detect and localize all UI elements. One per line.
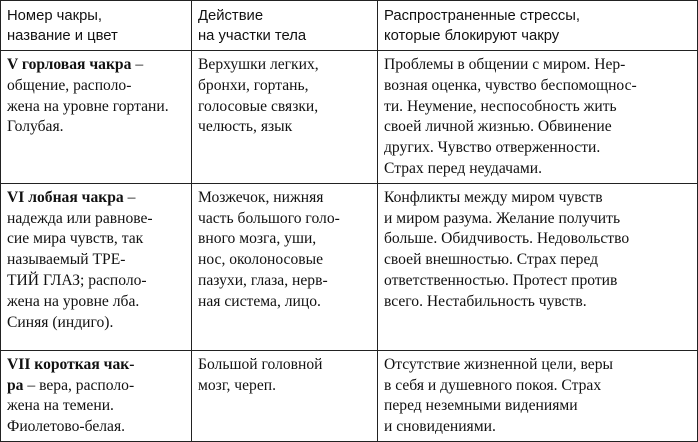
header-chakra-line: название и цвет	[7, 28, 118, 44]
body-parts-line: нос, околоносовые	[198, 251, 324, 269]
body-parts-line: вного мозга, уши,	[198, 230, 317, 248]
stresses-line: своей личной жизнью. Обвинение	[384, 118, 612, 136]
chakra-dash: – вера, располо-	[23, 376, 135, 394]
chakra-desc-line: Голубая.	[7, 118, 64, 136]
chakra-desc-line: Фиолетово-белая.	[7, 418, 126, 436]
stresses-line: и сновидениями.	[384, 418, 496, 436]
chakra-title: VII короткая чак-	[7, 355, 135, 373]
stresses-line: ти. Неумение, неспособность жить	[384, 97, 617, 115]
stresses-line: ответственностью. Протест против	[384, 271, 618, 289]
body-parts-line: часть большого голо-	[198, 209, 340, 227]
body-parts-line: пазухи, глаза, нерв-	[198, 271, 328, 289]
chakra-desc-line: жена на уровне лба.	[7, 292, 140, 310]
body-parts-line: ная система, лицо.	[198, 292, 321, 310]
chakra-desc-line: жена на темени.	[7, 397, 114, 415]
body-parts-cell	[192, 51, 378, 184]
header-chakra-line: Номер чакры,	[7, 8, 103, 24]
body-parts-line: челюсть, язык	[198, 118, 293, 136]
chakra-title: V горловая чакра	[7, 56, 132, 73]
chakra-cell	[1, 350, 192, 441]
chakra-desc-line: надежда или равнове-	[7, 209, 153, 227]
header-chakra	[1, 1, 192, 51]
header-body-parts	[192, 1, 378, 51]
header-stresses-line: Распространенные стрессы,	[384, 8, 581, 24]
body-parts-line: голосовые связки,	[198, 97, 319, 115]
stresses-line: других. Чувство отверженности.	[384, 139, 601, 157]
chakra-cell	[1, 51, 192, 184]
chakra-desc-line: называемый ТРЕ-	[7, 251, 126, 269]
body-parts-line: Мозжечок, нижняя	[198, 188, 324, 206]
header-body-parts-line: Действие	[198, 8, 264, 24]
header-stresses-line: которые блокируют чакру	[384, 28, 560, 44]
chakra-title-line	[7, 55, 185, 76]
stresses-line: перед неземными видениями	[384, 397, 578, 415]
chakra-title-cont: ра	[7, 376, 24, 394]
stresses-line: Отсутствие жизненной цели, веры	[384, 355, 613, 373]
stresses-line: возная оценка, чувство беспомощнос-	[384, 76, 637, 94]
body-parts-cell	[192, 350, 378, 441]
chakra-desc-line: Синяя (индиго).	[7, 313, 114, 331]
header-stresses	[378, 1, 698, 51]
body-parts-line: Верхушки легких,	[198, 56, 319, 73]
stresses-cell	[378, 183, 698, 350]
header-body-parts-line: на участки тела	[198, 28, 307, 44]
chakra-desc-line: ТИЙ ГЛАЗ; располо-	[7, 271, 147, 289]
chakra-dash: –	[123, 188, 136, 206]
body-parts-cell	[192, 183, 378, 350]
stresses-line: Страх перед неудачами.	[384, 159, 543, 177]
stresses-cell	[378, 51, 698, 184]
chakra-title-line	[7, 376, 185, 397]
stresses-line: своей внешностью. Страх перед	[384, 251, 599, 269]
stresses-line: в себя и душевного покоя. Страх	[384, 376, 602, 394]
stresses-line: Конфликты между миром чувств	[384, 188, 603, 206]
body-parts-line: Большой головной	[198, 355, 323, 373]
table-row	[1, 350, 698, 441]
stresses-line: всего. Нестабильность чувств.	[384, 292, 587, 310]
stresses-line: и миром разума. Желание получить	[384, 209, 621, 227]
chakra-title: VI лобная чакра	[7, 188, 124, 206]
chakra-dash: –	[131, 56, 144, 73]
stresses-cell	[378, 350, 698, 441]
body-parts-line: бронхи, гортань,	[198, 76, 309, 94]
chakra-desc-line: жена на уровне гортани.	[7, 97, 169, 115]
stresses-line: больше. Обидчивость. Недовольство	[384, 230, 630, 248]
chakra-title-line	[7, 188, 185, 209]
chakra-desc-line: общение, располо-	[7, 76, 132, 94]
body-parts-line: мозг, череп.	[198, 376, 276, 394]
chakra-desc-line: сие мира чувств, так	[7, 230, 144, 248]
chakra-title-line	[7, 355, 185, 376]
table-header-row	[1, 1, 698, 51]
stresses-line: Проблемы в общении с миром. Нер-	[384, 56, 626, 73]
table-row	[1, 183, 698, 350]
chakra-cell	[1, 183, 192, 350]
table-row	[1, 51, 698, 184]
